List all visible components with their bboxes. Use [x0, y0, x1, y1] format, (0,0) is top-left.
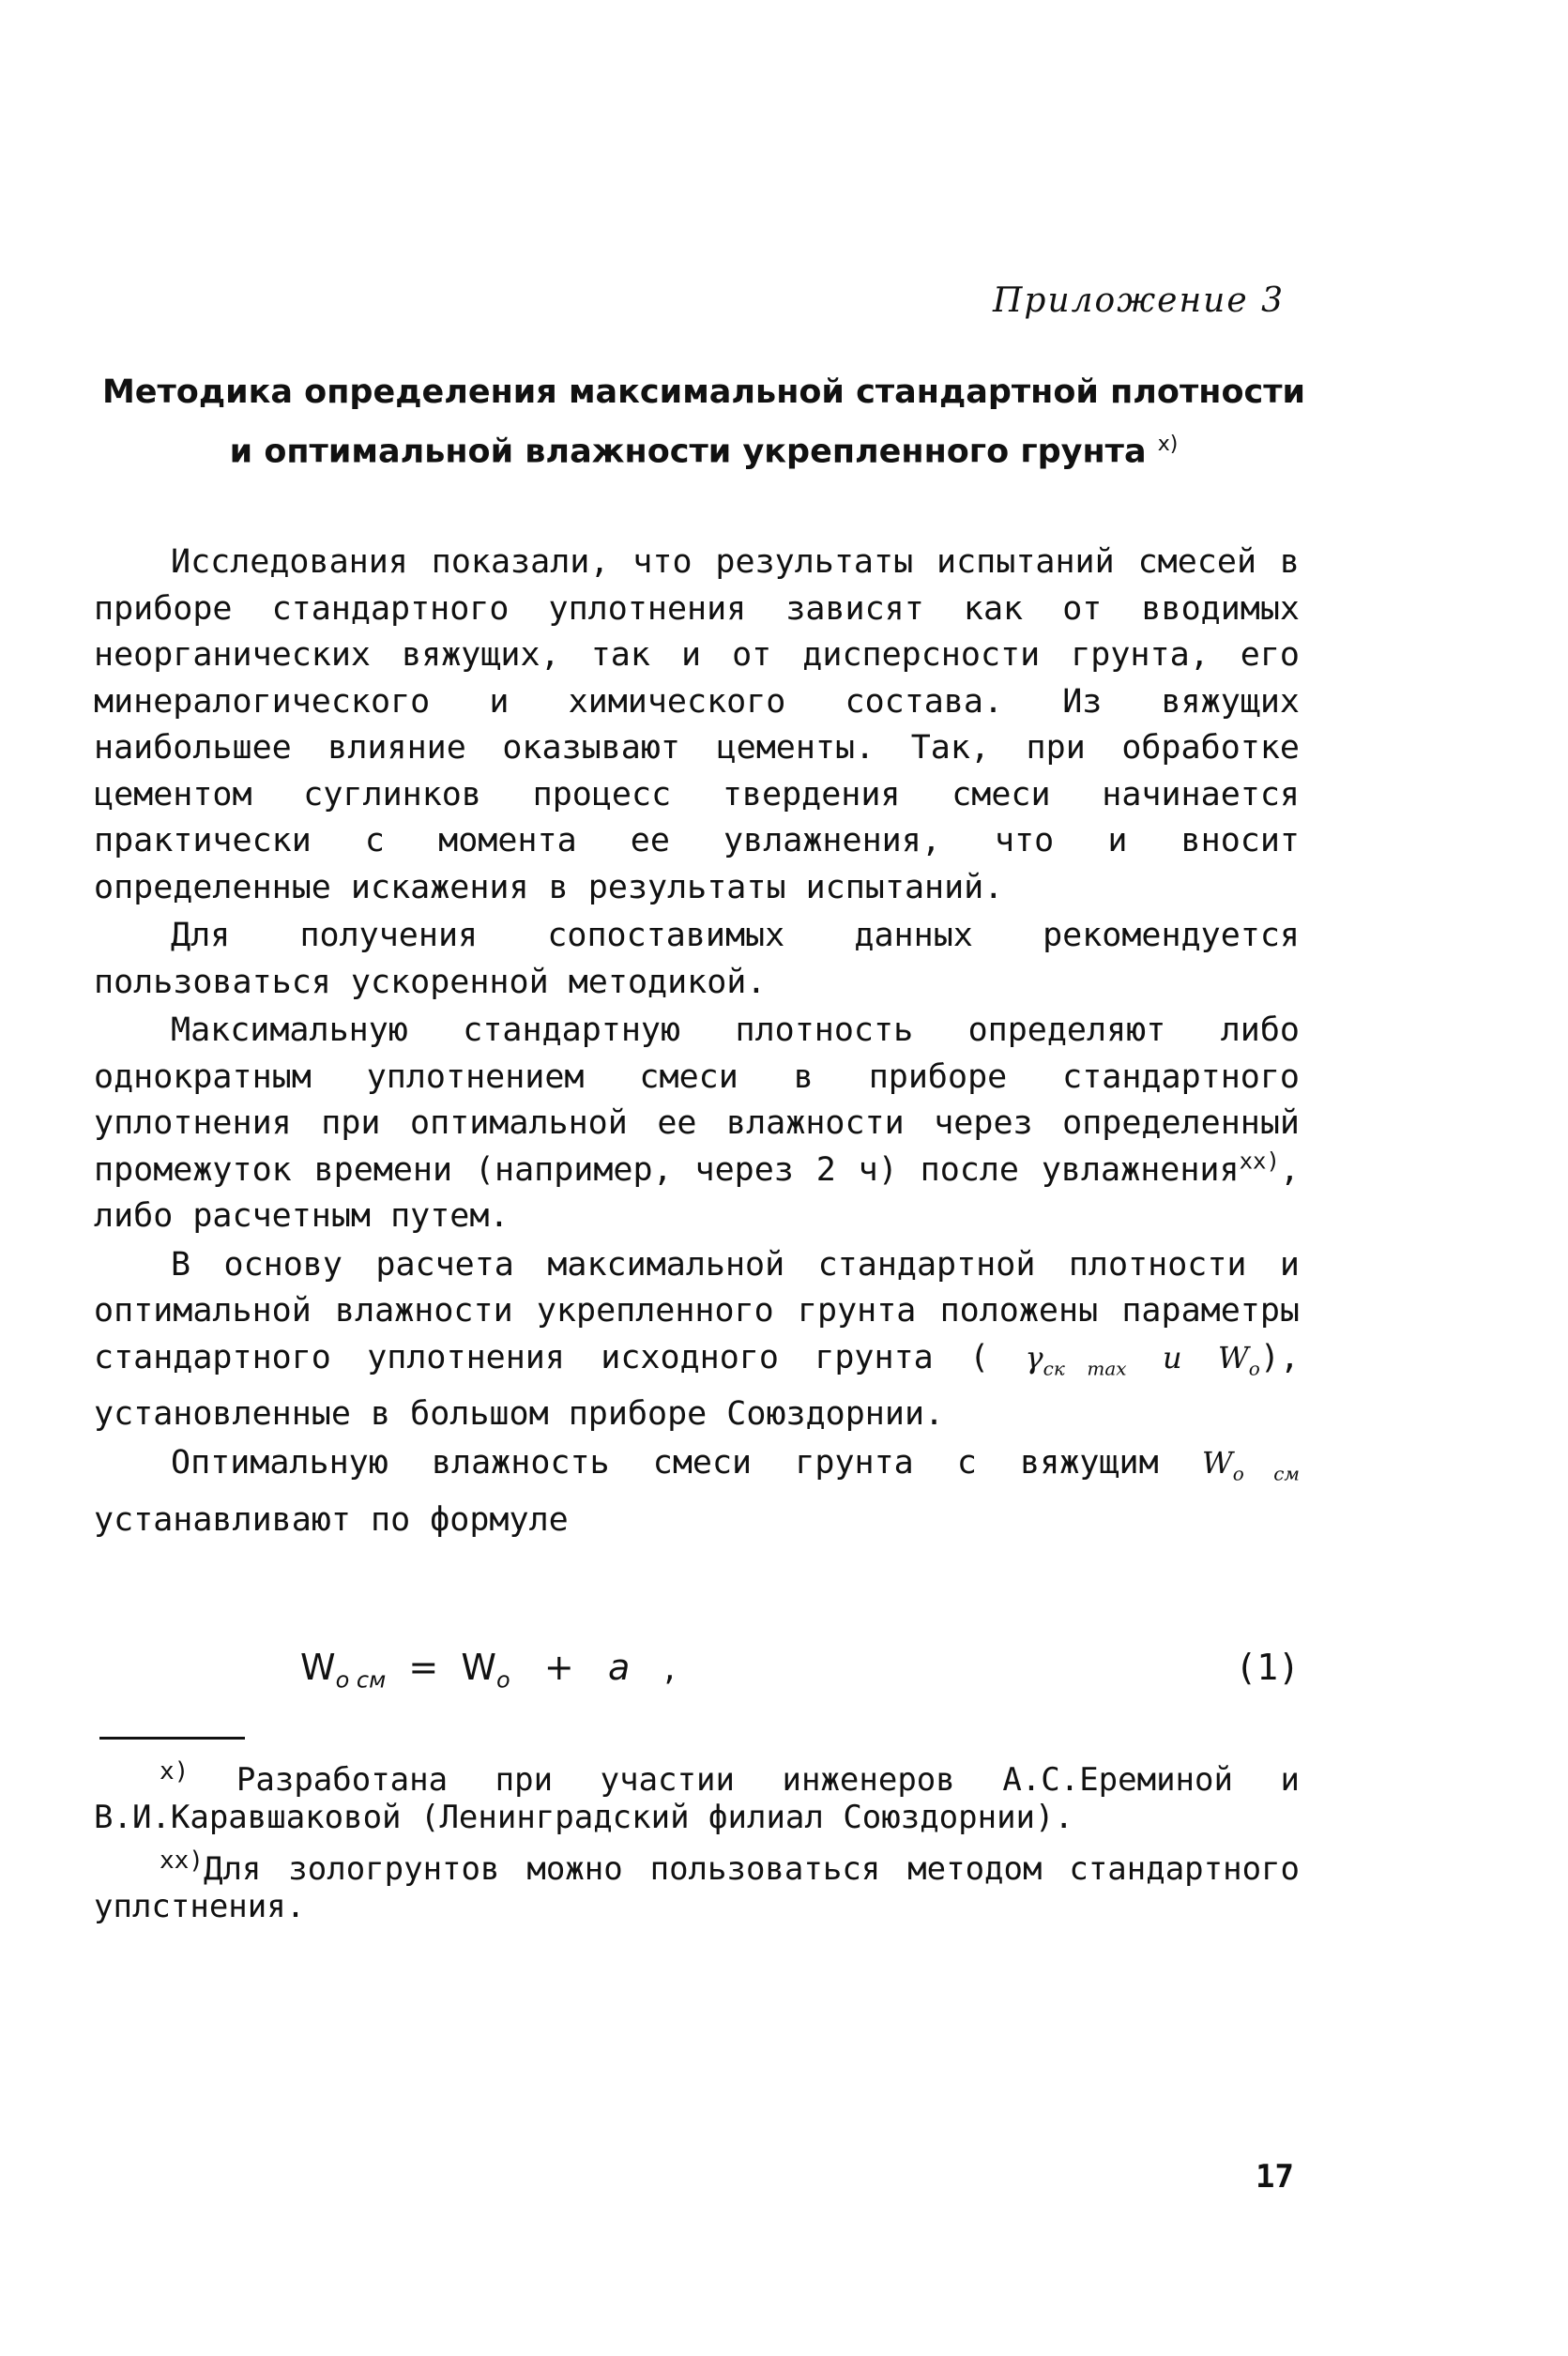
- footnote-2: [94, 1842, 1300, 1925]
- footnote-2-text: Для зологрунтов можно пользоваться методом стандартного уплстнения.: [94, 1850, 1300, 1925]
- w0-symbol: $W_o$: [1217, 1339, 1260, 1379]
- gamma-symbol: $\gamma_{ск max}$: [1025, 1339, 1127, 1379]
- w-ocm-symbol: $W_{o см}$: [1201, 1444, 1300, 1485]
- footnotes: [94, 1753, 1300, 1931]
- title-line-2: [94, 418, 1314, 479]
- footnote-1: [94, 1753, 1300, 1836]
- footnote-divider: [99, 1737, 245, 1740]
- paragraph-4-tail: ), установленные в большом приборе Союздорнии.: [94, 1338, 1300, 1434]
- paragraph-5-tail: устанавливают по формуле: [94, 1500, 569, 1539]
- paragraph-5: [94, 1440, 1300, 1543]
- body-text: [94, 540, 1300, 1545]
- formula-expression: $W_{o см} = W_o$ + a ,: [300, 1647, 676, 1694]
- title-line-1: Методика определения максимальной стандартной плотности: [101, 373, 1306, 411]
- paragraph-3: [94, 1008, 1300, 1240]
- paragraph-5-text: Оптимальную влажность смеси грунта с вяжущим: [171, 1443, 1159, 1482]
- paragraph-4: [94, 1242, 1300, 1438]
- formula-number: (1): [1235, 1647, 1300, 1688]
- footnote-ref-xx: xx): [1239, 1147, 1280, 1174]
- footnote-2-mark: xx): [160, 1847, 204, 1875]
- page-number: 17: [1256, 2158, 1294, 2196]
- footnote-1-mark: x): [160, 1757, 190, 1786]
- paragraph-4-text: В основу расчета максимальной стандартной плотности и оптимальной влажности укрепленного грунта положены параметры стандартного уплотнения исходного грунта (: [94, 1245, 1300, 1376]
- and-word: и: [1162, 1339, 1182, 1376]
- formula-1: [94, 1647, 1300, 1703]
- paragraph-2: Для получения сопоставимых данных рекомендуется пользоваться ускоренной методикой.: [94, 917, 1300, 1001]
- page-title: [94, 366, 1314, 479]
- title-footnote-mark: x): [1157, 433, 1179, 456]
- paragraph-1: Исследования показали, что результаты испытаний смесей в приборе стандартного уплотнения зависят как от вводимых неорганических вяжущих, так и от дисперсности грунта, его минералогического и химического состава. Из вяжущих наибольшее влияние оказывают цементы. Так, при обработке цементом суглинков процесс твердения смеси начинается практически с момента ее увлажнения, что и вносит определенные искажения в результаты испытаний.: [94, 543, 1300, 906]
- paragraph-3-tail: , либо расчетным путем.: [94, 1150, 1300, 1235]
- paragraph-3-text: Максимальную стандартную плотность определяют либо однократным уплотнением смеси в приборе стандартного уплотнения при оптимальной ее влажности через определенный промежуток времени (например, через 2 ч) после увлажнения: [94, 1011, 1300, 1189]
- title-line-2-text: и оптимальной влажности укрепленного грунта: [229, 433, 1147, 471]
- appendix-label: Приложение 3: [993, 281, 1285, 320]
- footnote-1-text: Разработана при участии инженеров А.С.Ереминой и В.И.Каравшаковой (Ленинградский филиал Союздорнии).: [94, 1761, 1300, 1836]
